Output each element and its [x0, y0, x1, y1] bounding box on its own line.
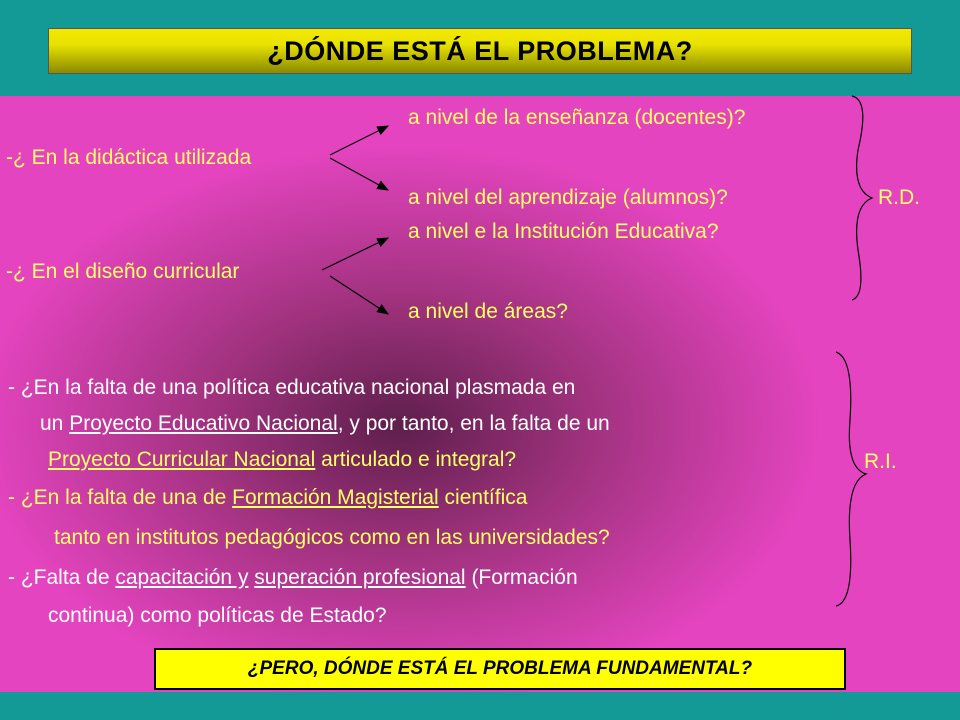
ensenanza-text: a nivel de la enseñanza (docentes)?: [408, 106, 746, 129]
capacitacion-text: capacitación y: [115, 566, 249, 589]
text-prefix: un: [40, 412, 70, 435]
text-suffix: , y por tanto, en la falta de un: [337, 412, 610, 435]
text-suffix: articulado e integral?: [315, 448, 517, 471]
didactica-text: -¿ En la didáctica utilizada: [6, 146, 252, 169]
institutos-line: tanto en institutos pedagógicos como en las universidades?: [54, 526, 610, 549]
continua-line: continua) como políticas de Estado?: [48, 604, 387, 627]
proyecto-educativo-link: Proyecto Educativo Nacional: [69, 412, 338, 435]
text-suffix: científica: [438, 486, 528, 509]
footer-text: ¿PERO, DÓNDE ESTÁ EL PROBLEMA FUNDAMENTAL?: [247, 658, 753, 679]
fundamental-question-banner: [154, 648, 846, 690]
arrow-up-2: [322, 238, 388, 270]
aprendizaje-text: a nivel del aprendizaje (alumnos)?: [408, 186, 728, 209]
arrow-up-1: [330, 126, 388, 155]
institucion-text: a nivel e la Institución Educativa?: [408, 220, 719, 243]
arrow-down-1: [330, 158, 388, 190]
politica-line: - ¿En la falta de una política educativa nacional plasmada en: [8, 376, 576, 399]
text-suffix: (Formación: [465, 566, 578, 589]
brace-rd: [852, 96, 872, 300]
arrow-down-2: [330, 276, 388, 314]
page-title: ¿DÓNDE ESTÁ EL PROBLEMA?: [267, 35, 693, 66]
superacion-text: superación profesional: [254, 566, 466, 589]
diseno-text: -¿ En el diseño curricular: [6, 260, 240, 283]
text-prefix: - ¿Falta de: [8, 566, 116, 589]
text-prefix: - ¿En la falta de una de: [8, 486, 233, 509]
ri-label: R.I.: [864, 450, 897, 473]
rd-label: R.D.: [878, 186, 920, 209]
formacion-magisterial-text: Formación Magisterial: [232, 486, 439, 509]
proyecto-curricular-text: Proyecto Curricular Nacional: [48, 448, 316, 471]
brace-ri: [836, 352, 866, 606]
areas-text: a nivel de áreas?: [408, 300, 568, 323]
